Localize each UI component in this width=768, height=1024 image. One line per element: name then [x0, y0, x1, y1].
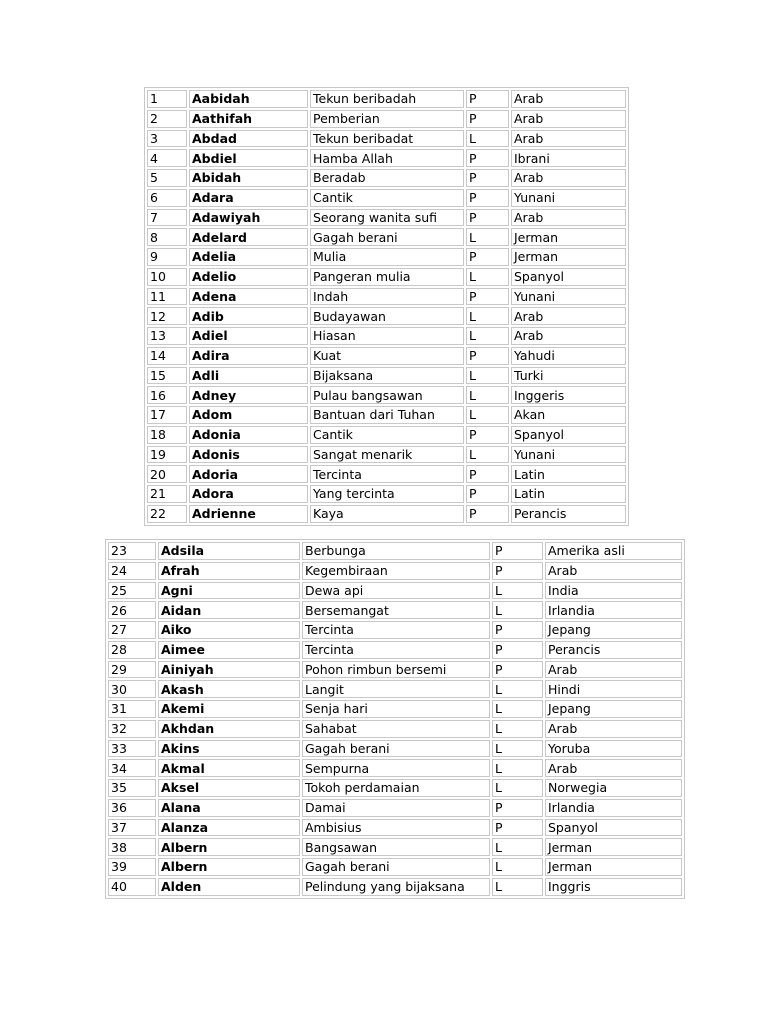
name-cell: Akmal — [158, 759, 300, 777]
meaning-cell: Budayawan — [310, 307, 464, 325]
origin-cell: Jerman — [511, 228, 626, 246]
name-cell: Aabidah — [189, 90, 308, 108]
name-cell: Aksel — [158, 779, 300, 797]
gender-cell: P — [466, 189, 509, 207]
meaning-cell: Indah — [310, 288, 464, 306]
meaning-cell: Hiasan — [310, 327, 464, 345]
origin-cell: Yunani — [511, 446, 626, 464]
meaning-cell: Bantuan dari Tuhan — [310, 406, 464, 424]
table-row — [108, 779, 682, 797]
row-number-cell: 6 — [147, 189, 187, 207]
name-cell: Aimee — [158, 641, 300, 659]
table-row — [147, 228, 626, 246]
gender-cell: P — [466, 149, 509, 167]
row-number-cell: 23 — [108, 542, 156, 560]
origin-cell: Latin — [511, 465, 626, 483]
name-cell: Adney — [189, 386, 308, 404]
row-number-cell: 8 — [147, 228, 187, 246]
origin-cell: Yunani — [511, 189, 626, 207]
row-number-cell: 14 — [147, 347, 187, 365]
name-cell: Adawiyah — [189, 209, 308, 227]
name-cell: Afrah — [158, 562, 300, 580]
meaning-cell: Tercinta — [302, 621, 490, 639]
meaning-cell: Beradab — [310, 169, 464, 187]
gender-cell: L — [466, 130, 509, 148]
name-cell: Ainiyah — [158, 661, 300, 679]
name-cell: Agni — [158, 582, 300, 600]
gender-cell: P — [466, 248, 509, 266]
origin-cell: Arab — [511, 130, 626, 148]
meaning-cell: Berbunga — [302, 542, 490, 560]
table-row — [147, 505, 626, 523]
origin-cell: Arab — [545, 661, 682, 679]
gender-cell: L — [466, 228, 509, 246]
origin-cell: Jepang — [545, 700, 682, 718]
gender-cell: L — [492, 838, 543, 856]
row-number-cell: 25 — [108, 582, 156, 600]
origin-cell: Spanyol — [545, 819, 682, 837]
table-row — [108, 819, 682, 837]
name-cell: Adira — [189, 347, 308, 365]
table-row — [108, 799, 682, 817]
table-row — [108, 542, 682, 560]
row-number-cell: 29 — [108, 661, 156, 679]
gender-cell: L — [492, 601, 543, 619]
origin-cell: Yahudi — [511, 347, 626, 365]
table-row — [147, 248, 626, 266]
origin-cell: Jerman — [545, 838, 682, 856]
row-number-cell: 24 — [108, 562, 156, 580]
table-row — [108, 700, 682, 718]
meaning-cell: Tokoh perdamaian — [302, 779, 490, 797]
meaning-cell: Seorang wanita sufi — [310, 209, 464, 227]
table-row — [108, 661, 682, 679]
meaning-cell: Tercinta — [302, 641, 490, 659]
gender-cell: P — [492, 819, 543, 837]
name-cell: Aiko — [158, 621, 300, 639]
origin-cell: Yunani — [511, 288, 626, 306]
origin-cell: Hindi — [545, 680, 682, 698]
row-number-cell: 17 — [147, 406, 187, 424]
table-row — [147, 307, 626, 325]
origin-cell: Arab — [511, 169, 626, 187]
table-row — [108, 740, 682, 758]
meaning-cell: Kegembiraan — [302, 562, 490, 580]
meaning-cell: Cantik — [310, 426, 464, 444]
meaning-cell: Bijaksana — [310, 367, 464, 385]
origin-cell: Jerman — [511, 248, 626, 266]
gender-cell: L — [492, 582, 543, 600]
table-row — [108, 582, 682, 600]
table-row — [108, 858, 682, 876]
row-number-cell: 18 — [147, 426, 187, 444]
table-row — [147, 367, 626, 385]
row-number-cell: 33 — [108, 740, 156, 758]
origin-cell: Inggris — [545, 878, 682, 896]
row-number-cell: 36 — [108, 799, 156, 817]
name-cell: Alana — [158, 799, 300, 817]
table-row — [108, 759, 682, 777]
name-cell: Abdiel — [189, 149, 308, 167]
gender-cell: P — [466, 426, 509, 444]
row-number-cell: 38 — [108, 838, 156, 856]
meaning-cell: Damai — [302, 799, 490, 817]
origin-cell: Perancis — [511, 505, 626, 523]
row-number-cell: 32 — [108, 720, 156, 738]
row-number-cell: 31 — [108, 700, 156, 718]
gender-cell: P — [492, 799, 543, 817]
meaning-cell: Langit — [302, 680, 490, 698]
gender-cell: L — [492, 740, 543, 758]
row-number-cell: 12 — [147, 307, 187, 325]
table-row — [147, 169, 626, 187]
table-row — [147, 189, 626, 207]
table-row — [147, 406, 626, 424]
table-row — [147, 426, 626, 444]
table-row — [147, 149, 626, 167]
name-cell: Albern — [158, 838, 300, 856]
gender-cell: P — [466, 209, 509, 227]
name-cell: Adiel — [189, 327, 308, 345]
name-cell: Adelia — [189, 248, 308, 266]
table-row — [108, 641, 682, 659]
origin-cell: Arab — [545, 562, 682, 580]
row-number-cell: 27 — [108, 621, 156, 639]
row-number-cell: 7 — [147, 209, 187, 227]
origin-cell: Arab — [545, 759, 682, 777]
gender-cell: L — [492, 878, 543, 896]
meaning-cell: Pulau bangsawan — [310, 386, 464, 404]
row-number-cell: 34 — [108, 759, 156, 777]
meaning-cell: Senja hari — [302, 700, 490, 718]
meaning-cell: Pangeran mulia — [310, 268, 464, 286]
row-number-cell: 20 — [147, 465, 187, 483]
row-number-cell: 4 — [147, 149, 187, 167]
table-row — [108, 680, 682, 698]
table-row — [147, 446, 626, 464]
gender-cell: L — [466, 446, 509, 464]
origin-cell: Akan — [511, 406, 626, 424]
row-number-cell: 1 — [147, 90, 187, 108]
name-cell: Albern — [158, 858, 300, 876]
table-row — [108, 562, 682, 580]
row-number-cell: 3 — [147, 130, 187, 148]
gender-cell: L — [492, 858, 543, 876]
gender-cell: L — [492, 759, 543, 777]
name-cell: Adonia — [189, 426, 308, 444]
gender-cell: L — [466, 386, 509, 404]
meaning-cell: Kuat — [310, 347, 464, 365]
name-cell: Aathifah — [189, 110, 308, 128]
row-number-cell: 16 — [147, 386, 187, 404]
origin-cell: Turki — [511, 367, 626, 385]
meaning-cell: Bersemangat — [302, 601, 490, 619]
gender-cell: L — [466, 406, 509, 424]
name-cell: Abidah — [189, 169, 308, 187]
origin-cell: Arab — [545, 720, 682, 738]
row-number-cell: 40 — [108, 878, 156, 896]
row-number-cell: 21 — [147, 485, 187, 503]
meaning-cell: Gagah berani — [302, 740, 490, 758]
meaning-cell: Sahabat — [302, 720, 490, 738]
origin-cell: Arab — [511, 209, 626, 227]
table-row — [147, 90, 626, 108]
origin-cell: Arab — [511, 110, 626, 128]
name-cell: Adrienne — [189, 505, 308, 523]
gender-cell: P — [466, 347, 509, 365]
meaning-cell: Gagah berani — [302, 858, 490, 876]
origin-cell: Latin — [511, 485, 626, 503]
origin-cell: Jepang — [545, 621, 682, 639]
name-cell: Adib — [189, 307, 308, 325]
gender-cell: P — [492, 661, 543, 679]
name-cell: Adelard — [189, 228, 308, 246]
name-cell: Akhdan — [158, 720, 300, 738]
origin-cell: Inggeris — [511, 386, 626, 404]
table-row — [147, 110, 626, 128]
name-cell: Adena — [189, 288, 308, 306]
meaning-cell: Hamba Allah — [310, 149, 464, 167]
row-number-cell: 39 — [108, 858, 156, 876]
origin-cell: Ibrani — [511, 149, 626, 167]
meaning-cell: Pemberian — [310, 110, 464, 128]
table-row — [147, 288, 626, 306]
origin-cell: Irlandia — [545, 799, 682, 817]
gender-cell: P — [466, 465, 509, 483]
meaning-cell: Ambisius — [302, 819, 490, 837]
name-cell: Abdad — [189, 130, 308, 148]
origin-cell: Arab — [511, 90, 626, 108]
name-cell: Adonis — [189, 446, 308, 464]
table-row — [147, 209, 626, 227]
meaning-cell: Yang tercinta — [310, 485, 464, 503]
meaning-cell: Bangsawan — [302, 838, 490, 856]
table-row — [147, 268, 626, 286]
gender-cell: L — [492, 700, 543, 718]
table-row — [108, 720, 682, 738]
table-row — [108, 621, 682, 639]
row-number-cell: 2 — [147, 110, 187, 128]
table-row — [147, 386, 626, 404]
row-number-cell: 5 — [147, 169, 187, 187]
names-table-2 — [105, 539, 685, 899]
gender-cell: P — [466, 110, 509, 128]
name-cell: Adora — [189, 485, 308, 503]
name-cell: Adom — [189, 406, 308, 424]
row-number-cell: 37 — [108, 819, 156, 837]
meaning-cell: Pelindung yang bijaksana — [302, 878, 490, 896]
row-number-cell: 9 — [147, 248, 187, 266]
name-cell: Adli — [189, 367, 308, 385]
gender-cell: L — [492, 720, 543, 738]
row-number-cell: 30 — [108, 680, 156, 698]
meaning-cell: Mulia — [310, 248, 464, 266]
origin-cell: Yoruba — [545, 740, 682, 758]
row-number-cell: 26 — [108, 601, 156, 619]
origin-cell: Irlandia — [545, 601, 682, 619]
names-table-2-body — [108, 542, 682, 896]
meaning-cell: Tekun beribadat — [310, 130, 464, 148]
row-number-cell: 19 — [147, 446, 187, 464]
meaning-cell: Kaya — [310, 505, 464, 523]
meaning-cell: Gagah berani — [310, 228, 464, 246]
gender-cell: L — [492, 779, 543, 797]
gender-cell: P — [492, 562, 543, 580]
gender-cell: L — [466, 327, 509, 345]
gender-cell: L — [466, 307, 509, 325]
gender-cell: P — [492, 542, 543, 560]
name-cell: Adelio — [189, 268, 308, 286]
origin-cell: Arab — [511, 327, 626, 345]
name-cell: Akemi — [158, 700, 300, 718]
origin-cell: Arab — [511, 307, 626, 325]
gender-cell: P — [466, 485, 509, 503]
gender-cell: P — [466, 288, 509, 306]
origin-cell: Jerman — [545, 858, 682, 876]
origin-cell: Spanyol — [511, 426, 626, 444]
table-row — [147, 130, 626, 148]
origin-cell: Perancis — [545, 641, 682, 659]
origin-cell: Spanyol — [511, 268, 626, 286]
names-table-1 — [144, 87, 629, 526]
origin-cell: India — [545, 582, 682, 600]
gender-cell: P — [492, 621, 543, 639]
meaning-cell: Tercinta — [310, 465, 464, 483]
row-number-cell: 10 — [147, 268, 187, 286]
row-number-cell: 22 — [147, 505, 187, 523]
name-cell: Akash — [158, 680, 300, 698]
name-cell: Alden — [158, 878, 300, 896]
name-cell: Adoria — [189, 465, 308, 483]
name-cell: Adara — [189, 189, 308, 207]
table-row — [147, 327, 626, 345]
meaning-cell: Sangat menarik — [310, 446, 464, 464]
gender-cell: L — [492, 680, 543, 698]
name-cell: Aidan — [158, 601, 300, 619]
origin-cell: Norwegia — [545, 779, 682, 797]
row-number-cell: 15 — [147, 367, 187, 385]
row-number-cell: 13 — [147, 327, 187, 345]
name-cell: Adsila — [158, 542, 300, 560]
row-number-cell: 28 — [108, 641, 156, 659]
table-row — [108, 601, 682, 619]
gender-cell: P — [466, 169, 509, 187]
meaning-cell: Sempurna — [302, 759, 490, 777]
table-row — [108, 878, 682, 896]
table-row — [147, 485, 626, 503]
meaning-cell: Pohon rimbun bersemi — [302, 661, 490, 679]
gender-cell: P — [466, 505, 509, 523]
origin-cell: Amerika asli — [545, 542, 682, 560]
name-cell: Akins — [158, 740, 300, 758]
table-row — [147, 465, 626, 483]
meaning-cell: Tekun beribadah — [310, 90, 464, 108]
gender-cell: P — [466, 90, 509, 108]
name-cell: Alanza — [158, 819, 300, 837]
row-number-cell: 11 — [147, 288, 187, 306]
gender-cell: L — [466, 268, 509, 286]
gender-cell: P — [492, 641, 543, 659]
gender-cell: L — [466, 367, 509, 385]
row-number-cell: 35 — [108, 779, 156, 797]
meaning-cell: Dewa api — [302, 582, 490, 600]
meaning-cell: Cantik — [310, 189, 464, 207]
table-row — [147, 347, 626, 365]
table-row — [108, 838, 682, 856]
names-table-1-body — [147, 90, 626, 523]
